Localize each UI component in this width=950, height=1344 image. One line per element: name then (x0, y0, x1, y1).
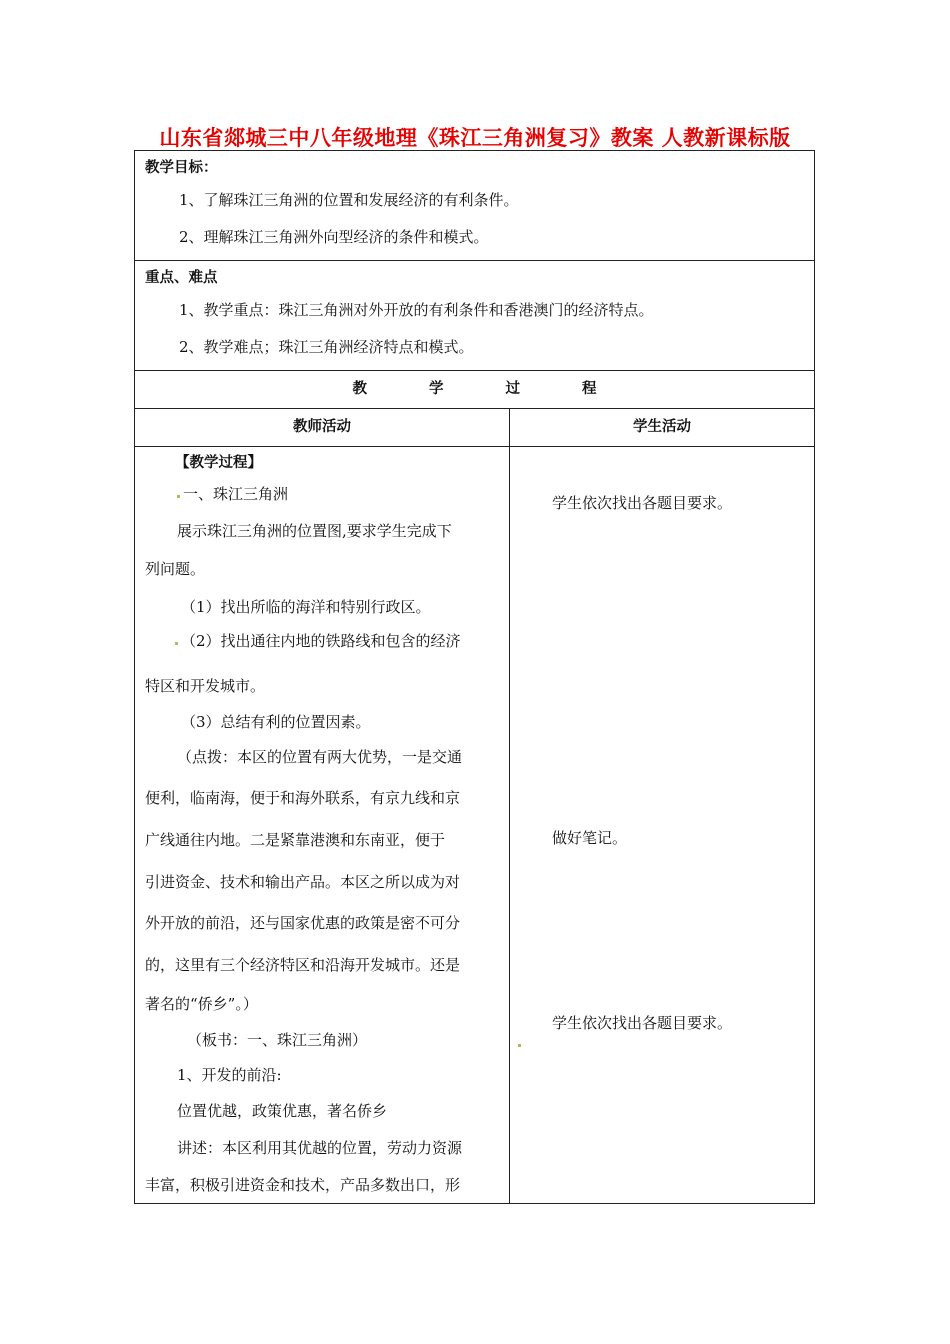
key-points-section (135, 261, 814, 371)
teacher-line: 展示珠江三角洲的位置图,要求学生完成下 (177, 522, 452, 540)
student-line: 做好笔记。 (552, 829, 628, 847)
teacher-header-cell (135, 409, 510, 446)
section-heading: 一、珠江三角洲 (183, 485, 289, 503)
column-header-row (135, 409, 814, 447)
objectives-section (135, 151, 814, 261)
teacher-line: 讲述：本区利用其优越的位置，劳动力资源 (177, 1139, 463, 1157)
teacher-line: （2）找出通往内地的铁路线和包含的经济 (181, 632, 461, 650)
teacher-line: 外开放的前沿，还与国家优惠的政策是密不可分 (145, 914, 461, 932)
teacher-line: 位置优越，政策优惠，著名侨乡 (177, 1102, 388, 1120)
teacher-activity-cell (135, 447, 510, 1203)
board-note: （板书：一、珠江三角洲） (187, 1031, 368, 1049)
teacher-line: 引进资金、技术和输出产品。本区之所以成为对 (145, 873, 461, 891)
process-heading-row (135, 371, 814, 409)
teacher-line: 丰富，积极引进资金和技术，产品多数出口，形 (145, 1176, 461, 1194)
key-points-heading: 重点、难点 (145, 270, 218, 286)
objective-item: 2、理解珠江三角洲外向型经济的条件和模式。 (179, 228, 489, 246)
student-line: 学生依次找出各题目要求。 (552, 494, 733, 512)
process-label: 【教学过程】 (175, 455, 262, 471)
key-point-item: 1、教学重点：珠江三角洲对外开放的有利条件和香港澳门的经济特点。 (179, 301, 654, 319)
teacher-line: （1）找出所临的海洋和特别行政区。 (181, 598, 431, 616)
process-body-row (135, 447, 814, 1203)
student-header-cell (510, 409, 814, 446)
marker-dot (177, 495, 180, 498)
teacher-line: （点拨：本区的位置有两大优势，一是交通 (177, 748, 463, 766)
student-line: 学生依次找出各题目要求。 (552, 1014, 733, 1032)
teacher-line: 列问题。 (145, 560, 206, 578)
key-point-item: 2、教学难点；珠江三角洲经济特点和模式。 (179, 338, 474, 356)
teacher-line: （3）总结有利的位置因素。 (181, 713, 371, 731)
teacher-line: 著名的“侨乡”。） (145, 995, 258, 1013)
teacher-line: 1、开发的前沿: (177, 1066, 282, 1084)
marker-dot (518, 1044, 521, 1047)
objectives-heading: 教学目标： (145, 160, 218, 176)
document-title: 山东省郯城三中八年级地理《珠江三角洲复习》教案 人教新课标版 (159, 126, 791, 150)
teacher-activity-header: 教师活动 (293, 419, 351, 435)
teacher-line: 便利，临南海，便于和海外联系，有京九线和京 (145, 789, 461, 807)
student-activity-cell (510, 447, 814, 1203)
lesson-plan-table (134, 150, 815, 1204)
student-activity-header: 学生活动 (633, 419, 691, 435)
process-heading: 教学过程 (352, 381, 659, 397)
objective-item: 1、了解珠江三角洲的位置和发展经济的有利条件。 (179, 191, 519, 209)
teacher-line: 广线通往内地。二是紧靠港澳和东南亚，便于 (145, 831, 446, 849)
marker-dot (175, 642, 178, 645)
teacher-line: 特区和开发城市。 (145, 677, 266, 695)
teacher-line: 的，这里有三个经济特区和沿海开发城市。还是 (145, 956, 461, 974)
